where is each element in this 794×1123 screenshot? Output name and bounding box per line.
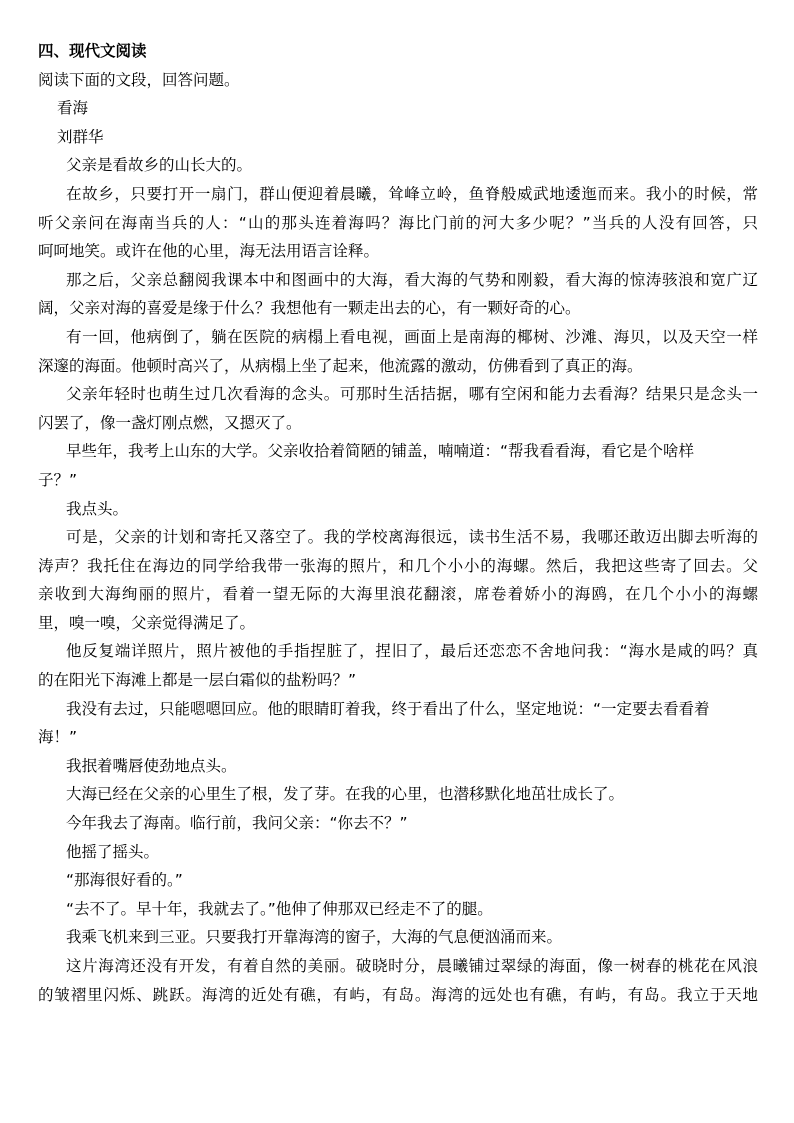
paragraph-line: 涛声？我托住在海边的同学给我带一张海的照片，和几个小小的海螺。然后，我把这些寄了回去。父 xyxy=(38,556,758,575)
paragraph-line: 的皱褶里闪烁、跳跃。海湾的近处有礁，有屿，有岛。海湾的远处也有礁，有屿，有岛。我立于天地 xyxy=(38,985,758,1004)
paragraph-line: 父亲是看故乡的山长大的。 xyxy=(66,156,253,175)
document-page xyxy=(38,37,758,1009)
article-author: 刘群华 xyxy=(57,127,104,146)
paragraph-line: “那海很好看的。” xyxy=(66,871,183,890)
paragraph-line: 那之后，父亲总翻阅我课本中和图画中的大海，看大海的气势和刚毅，看大海的惊涛骇浪和宽广辽 xyxy=(66,270,758,289)
paragraph-line: 呵呵地笑。或许在他的心里，海无法用语言诠释。 xyxy=(38,242,380,261)
paragraph-line: 的在阳光下海滩上都是一层白霜似的盐粉吗？” xyxy=(38,671,357,690)
paragraph-line: 他反复端详照片，照片被他的手指捏脏了，捏旧了，最后还恋恋不舍地问我：“海水是咸的吗？真 xyxy=(66,642,758,661)
paragraph-line: 他摇了摇头。 xyxy=(66,842,160,861)
paragraph-line: 我抿着嘴唇使劲地点头。 xyxy=(66,756,237,775)
paragraph-line: 海！” xyxy=(38,728,78,747)
paragraph-line: 早些年，我考上山东的大学。父亲收拾着简陋的铺盖，喃喃道：“帮我看看海，看它是个啥样 xyxy=(66,442,695,461)
paragraph-line: 这片海湾还没有开发，有着自然的美丽。破晓时分，晨曦铺过翠绿的海面，像一树春的桃花在风浪 xyxy=(66,957,758,975)
paragraph-line: 大海已经在父亲的心里生了根，发了芽。在我的心里，也潜移默化地茁壮成长了。 xyxy=(66,785,625,804)
paragraph-line: 深邃的海面。他顿时高兴了，从病榻上坐了起来，他流露的激动，仿佛看到了真正的海。 xyxy=(38,356,643,375)
paragraph-line: 父亲年轻时也萌生过几次看海的念头。可那时生活拮据，哪有空闲和能力去看海？结果只是念头一 xyxy=(66,385,758,404)
paragraph-line: 阔，父亲对海的喜爱是缘于什么？我想他有一颗走出去的心，有一颗好奇的心。 xyxy=(38,299,581,318)
paragraph-line: 闪罢了，像一盏灯刚点燃，又摁灭了。 xyxy=(38,413,302,432)
section-heading: 四、现代文阅读 xyxy=(38,42,147,60)
paragraph-line: 有一回，他病倒了，躺在医院的病榻上看电视，画面上是南海的椰树、沙滩、海贝，以及天空一样 xyxy=(66,327,758,346)
paragraph-line: 子？” xyxy=(38,470,78,489)
paragraph-line: 亲收到大海绚丽的照片，看着一望无际的大海里浪花翻滚，席卷着娇小的海鸥，在几个小小的海螺 xyxy=(38,585,758,604)
instruction-text: 阅读下面的文段，回答问题。 xyxy=(38,70,240,89)
paragraph-line: 我没有去过，只能嗯嗯回应。他的眼睛盯着我，终于看出了什么，坚定地说：“一定要去看看着 xyxy=(66,699,710,718)
paragraph-line: “去不了。早十年，我就去了。”他伸了伸那双已经走不了的腿。 xyxy=(66,899,493,918)
paragraph-line: 我乘飞机来到三亚。只要我打开靠海湾的窗子，大海的气息便汹涌而来。 xyxy=(66,928,563,947)
paragraph-line: 可是，父亲的计划和寄托又落空了。我的学校离海很远，读书生活不易，我哪还敢迈出脚去听海的 xyxy=(66,528,758,547)
paragraph-line: 我点头。 xyxy=(66,499,129,518)
paragraph-line: 听父亲问在海南当兵的人：“山的那头连着海吗？海比门前的河大多少呢？”当兵的人没有回答，只 xyxy=(38,213,758,232)
article-title: 看海 xyxy=(57,99,89,118)
paragraph-line: 里，嗅一嗅，父亲觉得满足了。 xyxy=(38,613,256,632)
paragraph-line: 在故乡，只要打开一扇门，群山便迎着晨曦，耸峰立岭，鱼脊般威武地逶迤而来。我小的时候，常 xyxy=(66,184,758,203)
paragraph-line: 今年我去了海南。临行前，我问父亲：“你去不？” xyxy=(66,814,408,833)
